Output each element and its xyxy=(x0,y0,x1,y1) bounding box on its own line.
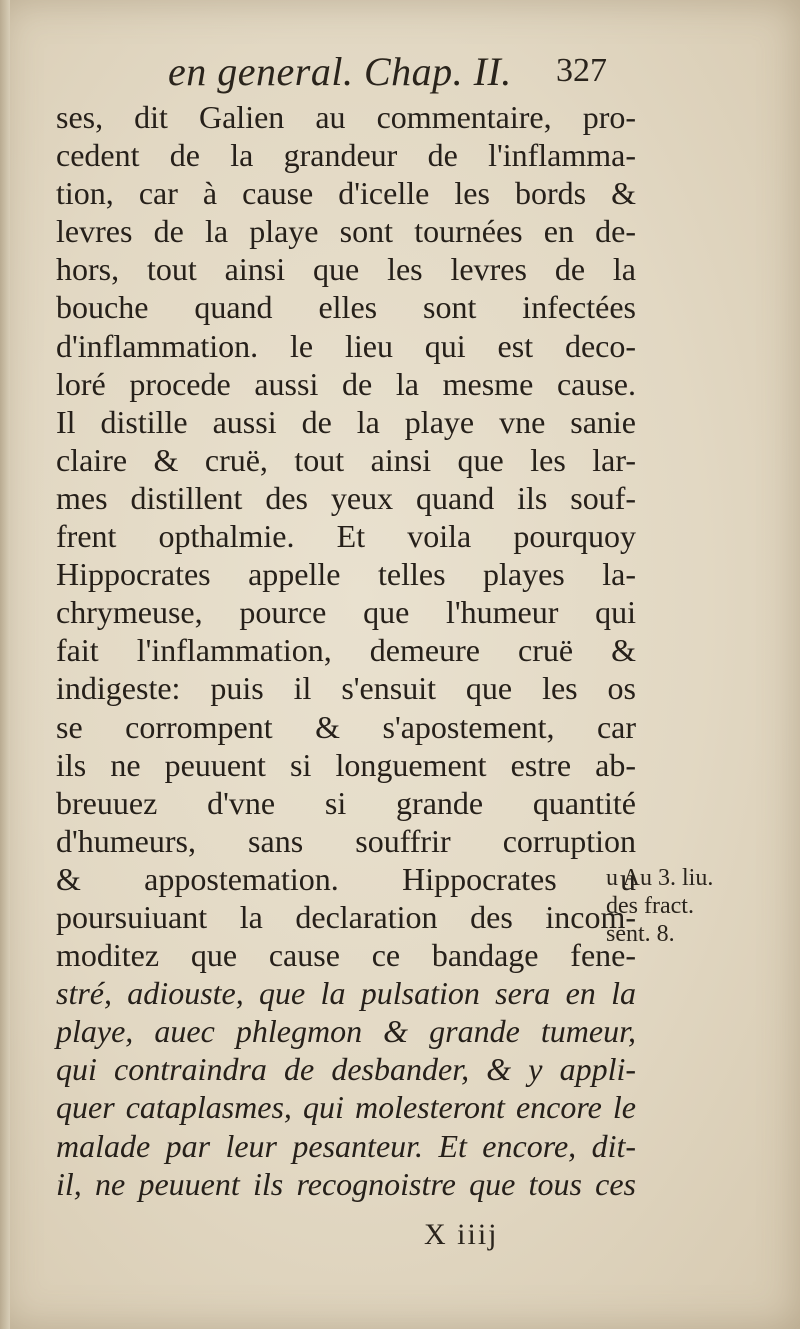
text-line: levres de la playe sont tournées en de- xyxy=(56,213,636,250)
margin-note-line: sent. 8. xyxy=(606,921,675,947)
text-line: hors, tout ainsi que les levres de la xyxy=(56,251,636,288)
text-line: malade par leur pesanteur. Et encore, dit- xyxy=(56,1127,636,1164)
text-line: il, ne peuuent ils recognoistre que tous ces xyxy=(56,1165,636,1202)
body-text xyxy=(56,98,636,1203)
text-line: poursuiuant la declaration des incom- xyxy=(56,898,636,935)
text-line: Hippocrates appelle telles playes la- xyxy=(56,556,636,593)
text-line: loré procede aussi de la mesme cause. xyxy=(56,365,636,402)
text-line: d'humeurs, sans souffrir corruption xyxy=(56,822,636,859)
text-line: se corrompent & s'apostement, car xyxy=(56,708,636,745)
text-line: claire & cruë, tout ainsi que les lar- xyxy=(56,441,636,478)
text-line: bouche quand elles sont infectées xyxy=(56,289,636,326)
text-line: tion, car à cause d'icelle les bords & xyxy=(56,175,636,212)
margin-note-line: des fract. xyxy=(606,893,694,919)
text-line: playe, auec phlegmon & grande tumeur, xyxy=(56,1013,636,1050)
running-head: en general. Chap. II. xyxy=(168,49,512,94)
text-line: chrymeuse, pource que l'humeur qui xyxy=(56,594,636,631)
text-line: qui contraindra de desbander, & y appli- xyxy=(56,1051,636,1088)
text-line: stré, adiouste, que la pulsation sera en la xyxy=(56,975,636,1012)
text-line: ses, dit Galien au commentaire, pro- xyxy=(56,99,636,135)
text-line: cedent de la grandeur de l'inflamma- xyxy=(56,137,636,174)
text-line: indigeste: puis il s'ensuit que les os xyxy=(56,670,636,707)
text-line: mes distillent des yeux quand ils souf- xyxy=(56,479,636,516)
page-binding-edge xyxy=(0,0,10,1329)
text-line: moditez que cause ce bandage fene- xyxy=(56,937,636,974)
text-line: fait l'inflammation, demeure cruë & xyxy=(56,632,636,669)
text-line: frent opthalmie. Et voila pourquoy xyxy=(56,518,636,555)
margin-note xyxy=(606,864,796,948)
text-line: Il distille aussi de la playe vne sanie xyxy=(56,403,636,440)
text-line: d'inflammation. le lieu qui est deco- xyxy=(56,327,636,364)
text-line: breuuez d'vne si grande quantité xyxy=(56,784,636,821)
margin-note-line: u Au 3. liu. xyxy=(606,865,714,891)
signature-mark: X iiij xyxy=(424,1218,499,1251)
page-header xyxy=(0,48,800,98)
text-line: & appostemation. Hippocrates u xyxy=(56,860,636,897)
text-line: ils ne peuuent si longuement estre ab- xyxy=(56,746,636,783)
text-line: quer cataplasmes, qui molesteront encore le xyxy=(56,1089,636,1126)
page-number: 327 xyxy=(556,52,607,89)
